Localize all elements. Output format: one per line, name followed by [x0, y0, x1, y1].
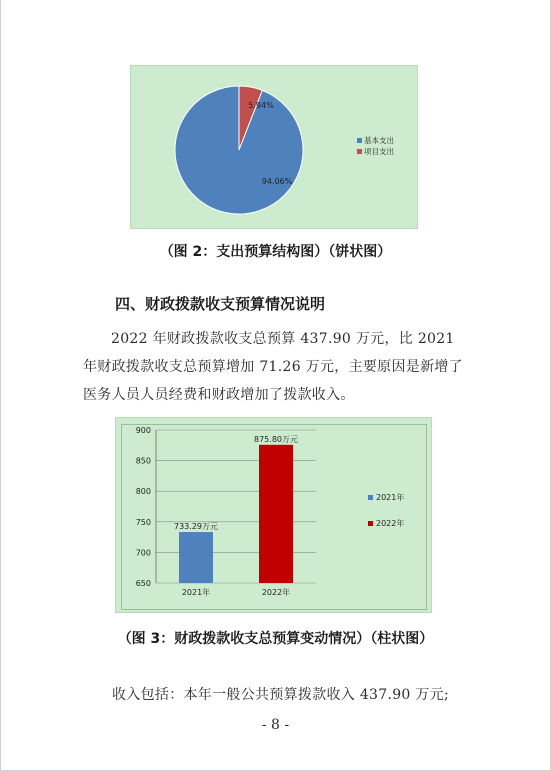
x-tick-label: 2021年	[181, 588, 211, 597]
y-tick-label: 700	[135, 548, 151, 558]
legend-label: 2022年	[376, 519, 405, 528]
pie-chart-frame	[130, 65, 418, 229]
paragraph-text: 2022 年财政拨款收支总预算 437.90 万元，比 2021 年财政拨款收支总预算增加 71.26 万元，主要原因是新增了医务人员人员经费和财政增加了拨款收入。	[83, 331, 463, 403]
income-line: 收入包括：本年一般公共预算拨款收入 437.90 万元;	[112, 687, 450, 703]
page-edge-left	[0, 0, 1, 771]
bar-chart-frame	[115, 417, 432, 613]
y-tick-label: 800	[135, 487, 151, 497]
legend-label: 2021年	[376, 493, 405, 502]
y-tick-label: 850	[135, 456, 151, 466]
pie-label-project: 5.94%	[248, 101, 274, 110]
pie-chart	[131, 66, 417, 228]
y-tick-label: 750	[135, 517, 151, 527]
bar-2022年	[259, 445, 293, 583]
legend-swatch	[357, 138, 362, 143]
pie-label-basic: 94.06%	[261, 177, 293, 186]
y-tick-label: 650	[135, 579, 151, 588]
bar-data-label: 875.80万元	[254, 434, 298, 444]
pie-slice-basic	[175, 86, 303, 214]
section-heading: 四、财政拨款收支预算情况说明	[115, 295, 326, 313]
legend-swatch	[357, 149, 362, 154]
bar-chart	[116, 418, 431, 612]
legend-label: 基本支出	[364, 136, 394, 145]
section-paragraph	[83, 325, 469, 409]
legend-swatch	[368, 521, 373, 526]
y-tick-label: 900	[135, 426, 151, 435]
figure-3-caption: （图 3：财政拨款收支总预算变动情况）（柱状图）	[117, 631, 434, 647]
bar-2021年	[179, 532, 213, 583]
page-number: - 8 -	[261, 717, 290, 733]
bar-data-label: 733.29万元	[174, 522, 218, 532]
legend-label: 项目支出	[364, 147, 394, 156]
x-tick-label: 2022年	[261, 588, 291, 597]
figure-2-caption: （图 2：支出预算结构图）（饼状图）	[159, 244, 392, 260]
legend-swatch	[368, 495, 373, 500]
